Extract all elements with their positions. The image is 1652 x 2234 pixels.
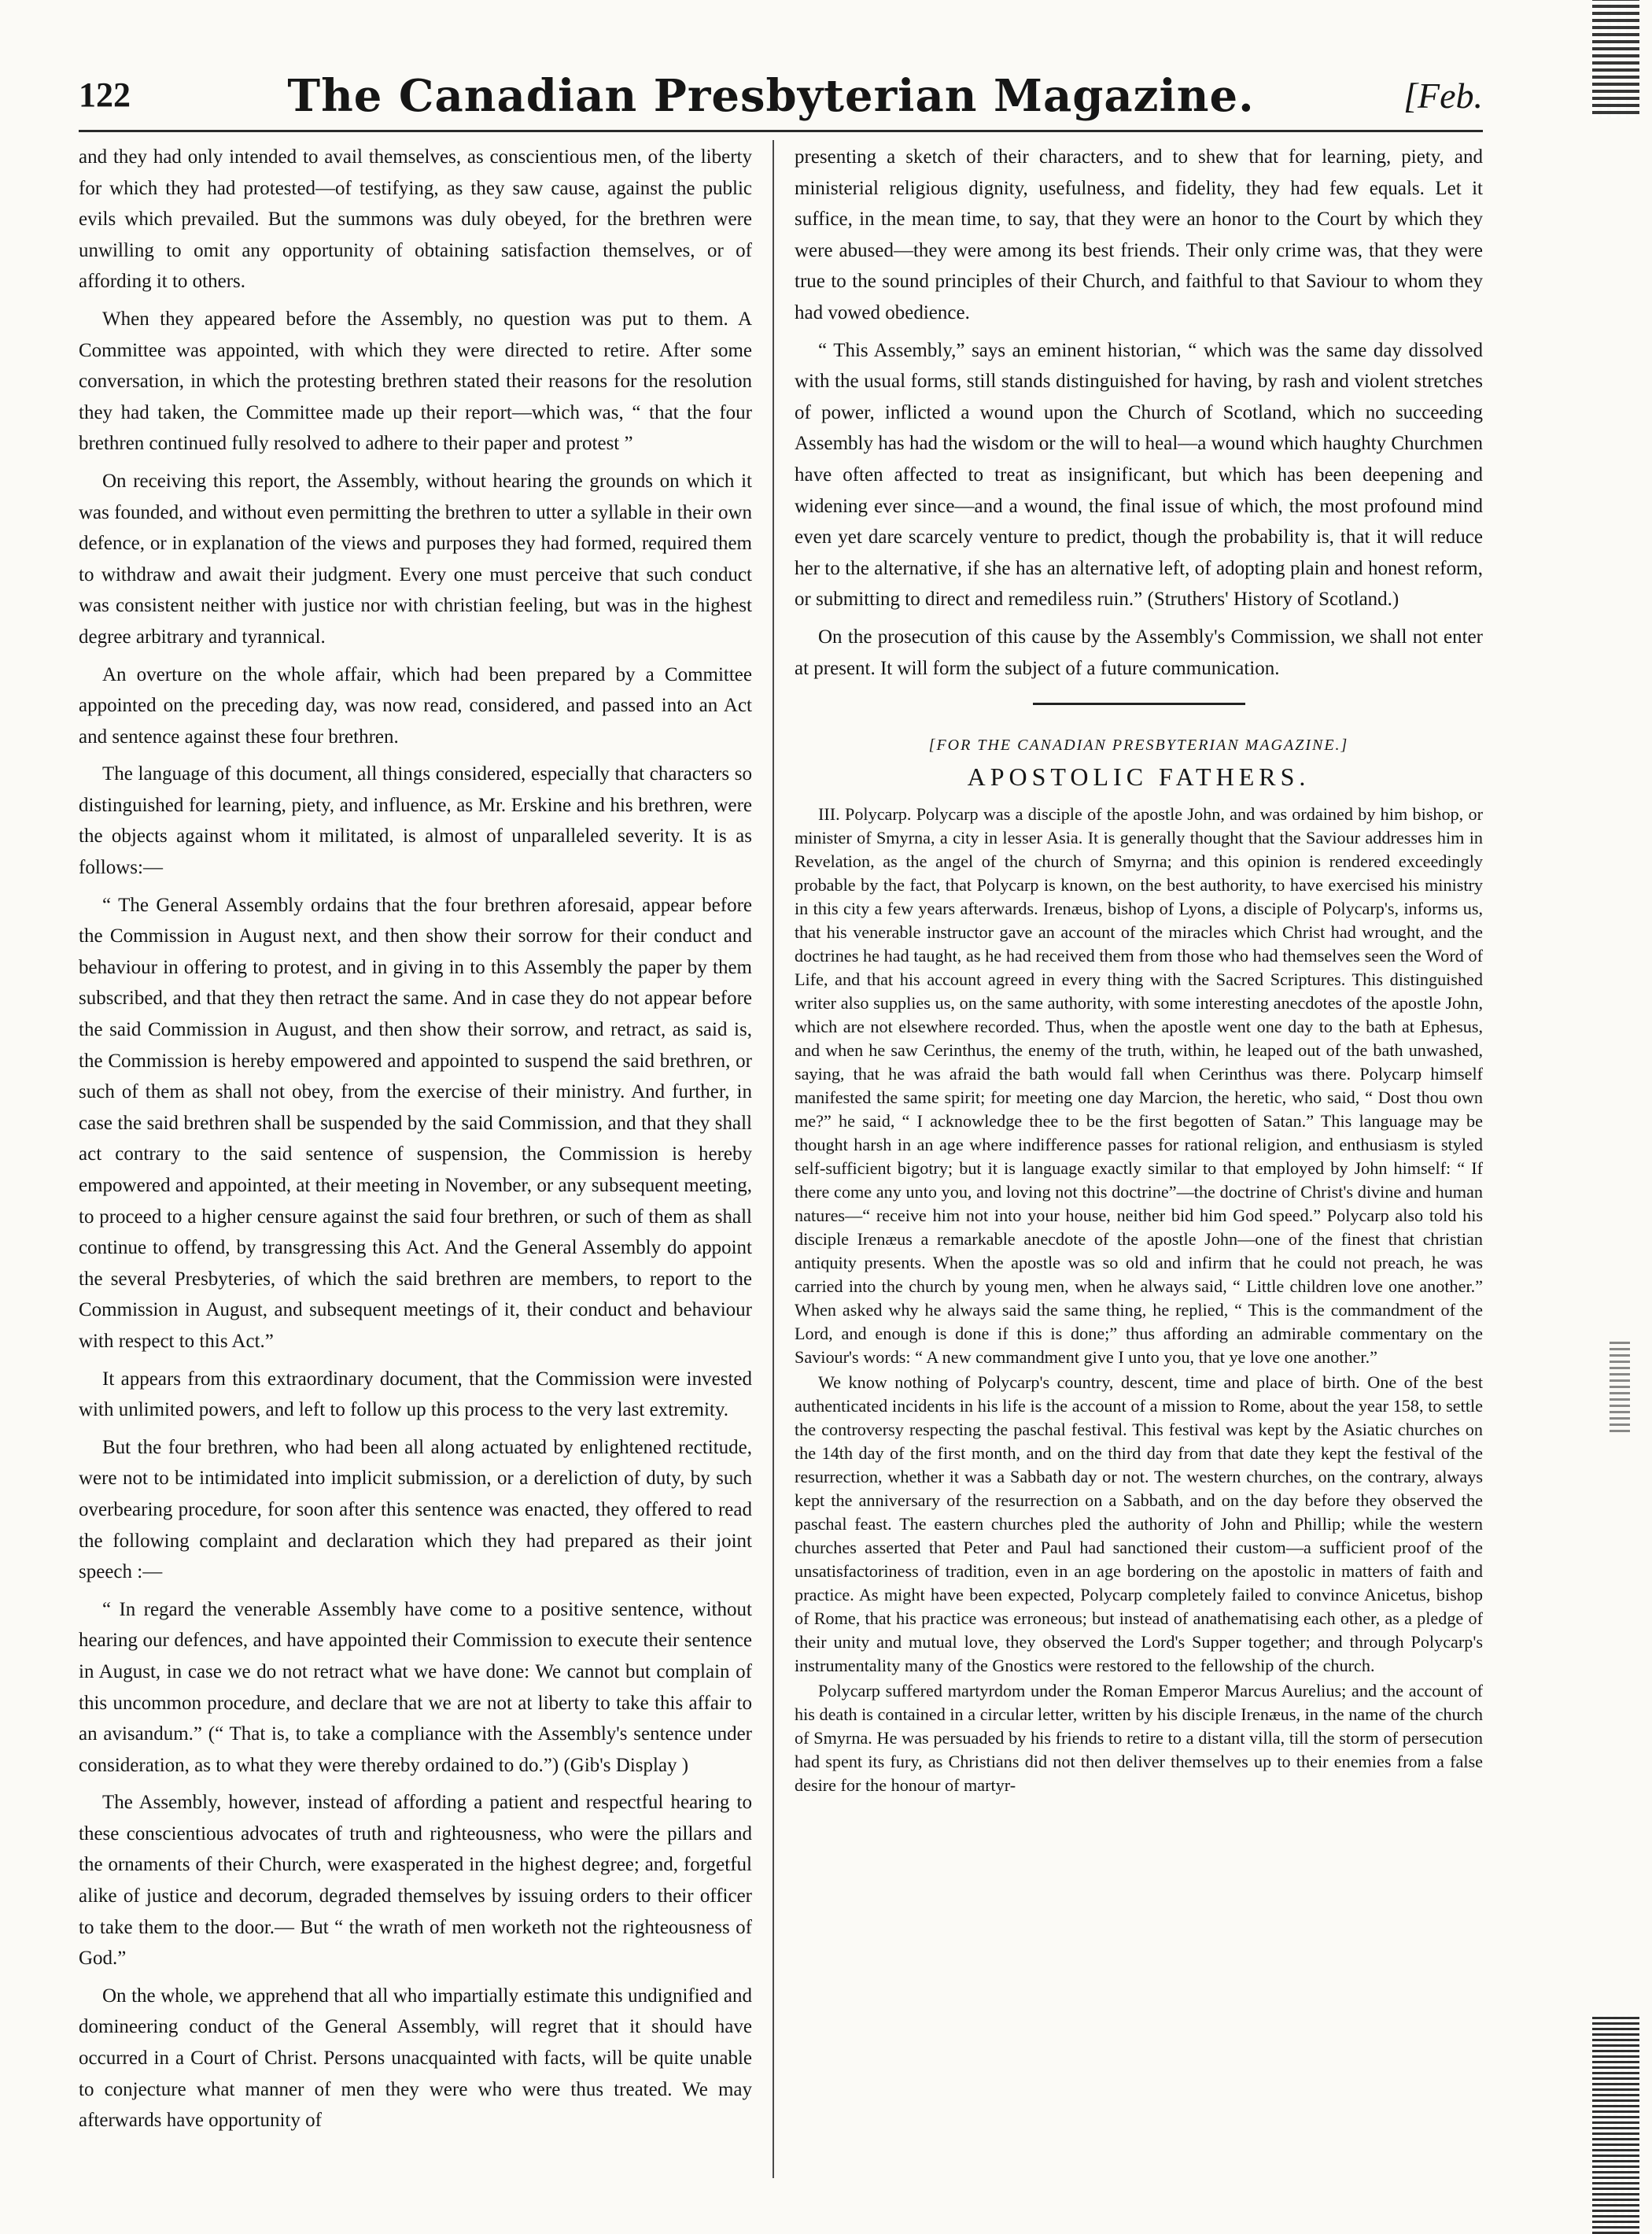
article-continuation: [795, 142, 1483, 684]
header-rule: [79, 130, 1483, 132]
right-column: [795, 142, 1483, 2195]
scan-edge-mark-bottom: [1592, 2014, 1639, 2234]
paragraph: The Assembly, however, instead of affording a patient and respectful hearing to these conscientious advocates of truth and righteousness, who were the pillars and the ornaments of their Church, were exasperated in the highest degree; and, forgetful alike of justice and decorum, degraded themselves by issuing orders to their officer to take them to the door.— But “ the wrath of men worketh not the righteousness of God.”: [79, 1792, 752, 1970]
paragraph: The language of this document, all things considered, especially that characters so distinguished for learning, piety, and influence, as Mr. Erskine and his brethren, were the objects against whom it militated, is almost of unparalleled severity. It is as follows:—: [79, 763, 752, 879]
page-header: [79, 70, 1483, 130]
scan-edge-mark-top: [1592, 0, 1639, 118]
paragraph: Polycarp suffered martyrdom under the Roman Emperor Marcus Aurelius; and the account of his death is contained in a circular letter, written by his disciple Irenæus, in the name of the church of Smyrna. He was persuaded by his friends to retire to a distant villa, till the storm of persecution had spent its fury, as Christians did not then deliver themselves up to their enemies from a false desire for the honour of martyr-: [795, 1681, 1483, 1796]
article-separator-rule: [1033, 703, 1245, 705]
paragraph: An overture on the whole affair, which had been prepared by a Committee appointed on the preceding day, was now read, considered, and passed into an Act and sentence against these four brethren.: [79, 663, 752, 748]
paragraph: and they had only intended to avail themselves, as conscientious men, of the liberty for which they had protested—of testifying, as they saw cause, against the public evils which prevailed. But the summons was duly obeyed, for the brethren were unwilling to omit any opportunity of obtaining satisfaction themselves, or of affording it to others.: [79, 146, 752, 293]
masthead-title: The Canadian Presbyterian Magazine.: [287, 70, 1255, 122]
paragraph: presenting a sketch of their characters, and to shew that for learning, piety, and ministerial religious dignity, usefulness, and fidelity, they had few equals. Let it suffice, in the mean time, to say, that they were an honor to the Court by which they were abused—they were among its best friends. Their only crime was, that they were true to the sound principles of their Church, and faithful to that Saviour to whom they had vowed obedience.: [795, 146, 1483, 323]
source-line: [FOR THE CANADIAN PRESBYTERIAN MAGAZINE.]: [928, 737, 1349, 755]
quoted-act: “ The General Assembly ordains that the four brethren aforesaid, appear before the Commission in August next, and then show their sorrow for their conduct and behaviour in offering to protest, and in giving in to this Assembly the paper by them subscribed, and that they then retract the same. And in case they do not appear before the said Commission in August, and then show their sorrow, and retract, as said is, the Commission is hereby empowered and appointed to suspend the said brethren, or such of them as shall not obey, from the exercise of their ministry. And further, in case the said brethren shall be suspended by the said Commission, and that they shall act contrary to the said sentence of suspension, the Commission is hereby empowered and appointed, at their meeting in November, or any subsequent meeting, to proceed to a higher censure against the said four brethren, or such of them as shall continue to offend, by transgressing this Act. And the General Assembly do appoint the several Presbyteries, of which the said brethren are members, to report to the Commission in August, and subsequent meetings of it, their conduct and behaviour with respect to this Act.”: [79, 894, 752, 1352]
page-number: 122: [79, 76, 131, 114]
paragraph: But the four brethren, who had been all along actuated by enlightened rectitude, were not to be intimidated into implicit submission, or a dereliction of duty, by such overbearing procedure, for soon after this sentence was enacted, they offered to read the following complaint and declaration which they had prepared as their joint speech :—: [79, 1436, 752, 1583]
paragraph: III. Polycarp. Polycarp was a disciple of the apostle John, and was ordained by him bishop, or minister of Smyrna, a city in lesser Asia. It is generally thought that the Saviour addresses him in Revelation, as the angel of the church of Smyrna; and this opinion is rendered exceedingly probable by the fact, that Polycarp is known, on the best authority, to have exercised his ministry in this city a few years afterwards. Irenæus, bishop of Lyons, a disciple of Polycarp's, informs us, that his venerable instructor gave an account of the miracles which Christ had wrought, and the doctrines he had taught, as he had received them from those who had themselves seen the Word of Life, and that his account agreed in every thing with the Sacred Scriptures. This distinguished writer also supplies us, on the same authority, with some interesting anecdotes of the apostle John, which are not elsewhere recorded. Thus, when the apostle went one day to the bath at Ephesus, and when he saw Cerinthus, the enemy of the truth, within, he leaped out of the bath unwashed, saying, that he was afraid the bath would fall when Cerinthus was there. Polycarp himself manifested the same spirit; for meeting one day Marcion, the heretic, who said, “ Dost thou own me?” he said, “ I acknowledge thee to be the first begotten of Satan.” This language may be thought harsh in an age where indifference passes for rational religion, and enthusiasm is styled self-sufficient bigotry; but it is language exactly similar to that employed by John himself: “ If there come any unto you, and loving not this doctrine”—the doctrine of Christ's divine and human natures—“ receive him not into your house, neither bid him God speed.” Polycarp also told his disciple Irenæus a remarkable anecdote of the apostle John—one of the finest that christian antiquity presents. When the apostle was so old and infirm that he could not preach, he was carried into the church by young men, when he always said, “ Little children love one another.” When asked why he always said the same thing, he replied, “ This is the commandment of the Lord, and enough is done if this is done;” thus affording an admirable commentary on the Saviour's words: “ A new commandment give I unto you, that ye love one another.”: [795, 804, 1483, 1368]
article-title: APOSTOLIC FATHERS.: [967, 763, 1311, 792]
paragraph: “ This Assembly,” says an eminent historian, “ which was the same day dissolved with the usual forms, still stands distinguished for having, by rash and violent stretches of power, inflicted a wound upon the Church of Scotland, which no succeeding Assembly has had the wisdom or the will to heal—a wound which haughty Churchmen have often affected to treat as insignificant, but which has been deepening and widening ever since—and a wound, the final issue of which, the most profound mind even yet dare scarcely venture to predict, though the probability is, that it will reduce her to the alternative, if she has an alternative left, of adopting plain and honest reform, or submitting to direct and remediless ruin.” (Struthers' History of Scotland.): [795, 339, 1483, 611]
column-divider: [773, 140, 774, 2178]
quoted-declaration: “ In regard the venerable Assembly have come to a positive sentence, without hearing our defences, and have appointed their Commission to execute their sentence in August, in case we do not retract what we have done: We cannot but complain of this uncommon procedure, and declare that we are not at liberty to take this affair to an avisandum.” (“ That is, to take a compliance with the Assembly's sentence under consideration, as to what they were thereby ordained to do.”) (Gib's Display ): [79, 1598, 752, 1776]
scan-edge-mark-middle: [1610, 1338, 1630, 1432]
paragraph: It appears from this extraordinary document, that the Commission were invested with unlimited powers, and left to follow up this process to the very last extremity.: [79, 1368, 752, 1421]
paragraph: We know nothing of Polycarp's country, descent, time and place of birth. One of the best authenticated incidents in his life is the account of a mission to Rome, about the year 158, to settle the controversy respecting the paschal festival. This festival was kept by the Asiatic churches on the 14th day of the first month, and on the third day from that date they kept the festival of the resurrection, whether it was a Sabbath day or not. The western churches, on the contrary, always kept the anniversary of the resurrection on a Sabbath, and on the day before they observed the paschal feast. The eastern churches pled the authority of John and Phillip; while the western churches asserted that Peter and Paul had sanctioned their custom—a sufficient proof of the unsatisfactoriness of tradition, even in an age bordering on the apostolic in matters of faith and practice. As might have been expected, Polycarp completely failed to convince Anicetus, bishop of Rome, that his practice was erroneous; but instead of anathematising each other, as a pledge of their unity and mutual love, they observed the Lord's Supper together; and through Polycarp's instrumentality many of the Gnostics were restored to the fellowship of the church.: [795, 1372, 1483, 1676]
paragraph: When they appeared before the Assembly, no question was put to them. A Committee was appointed, with which they were directed to retire. After some conversation, in which the protesting brethren stated their reasons for the resolution they had taken, the Committee made up their report—which was, “ that the four brethren continued fully resolved to adhere to their paper and protest ”: [79, 308, 752, 455]
paragraph: On the prosecution of this cause by the Assembly's Commission, we shall not enter at present. It will form the subject of a future communication.: [795, 626, 1483, 679]
paragraph: On the whole, we apprehend that all who impartially estimate this undignified and domineering conduct of the General Assembly, will regret that it should have occurred in a Court of Christ. Persons unacquainted with facts, will be quite unable to conjecture what manner of men they were who were thus treated. We may afterwards have opportunity of: [79, 1985, 752, 2132]
header-month: [Feb.: [1403, 76, 1483, 116]
left-column: [79, 142, 752, 2195]
paragraph: On receiving this report, the Assembly, without hearing the grounds on which it was founded, and without even permitting the brethren to utter a syllable in their own defence, or in explanation of the views and purposes they had formed, required them to withdraw and await their judgment. Every one must perceive that such conduct was consistent neither with justice nor with christian feeling, but was in the highest degree arbitrary and tyrannical.: [79, 470, 752, 648]
apostolic-fathers-article: [795, 803, 1483, 1797]
